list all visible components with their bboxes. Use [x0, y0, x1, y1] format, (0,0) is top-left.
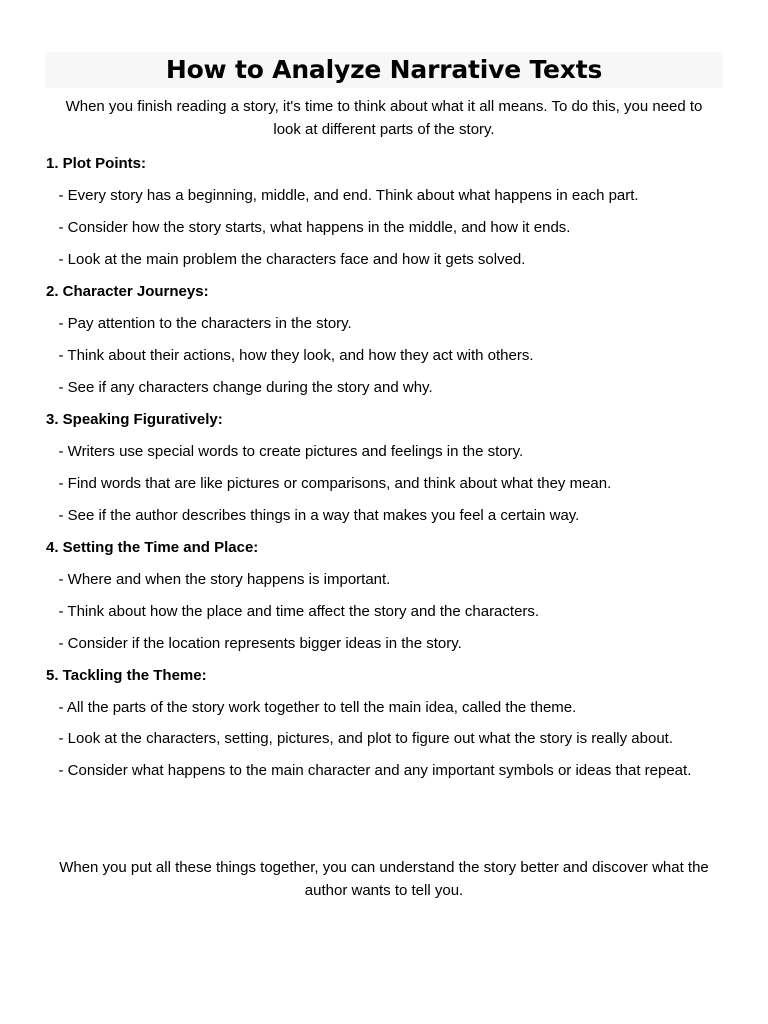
- bullet-item: [46, 564, 722, 596]
- bullet-item: [46, 436, 722, 468]
- bullet-text: [46, 313, 352, 335]
- section-heading-theme: 5. Tackling the Theme:: [46, 667, 207, 684]
- bullet-item: [46, 468, 722, 500]
- section-heading-setting: 4. Setting the Time and Place:: [46, 539, 259, 556]
- section-heading-speaking-figuratively: 3. Speaking Figuratively:: [46, 411, 223, 428]
- bullet-text: [46, 473, 611, 495]
- bullet-text-content: - See if the author describes things in a way that makes you feel a certain way.: [58, 507, 580, 524]
- bullet-text-content: - Every story has a beginning, middle, and end. Think about what happens in each part.: [58, 187, 639, 204]
- bullet-text: [46, 185, 639, 207]
- bullet-item: [46, 500, 722, 532]
- bullet-text: [46, 377, 433, 399]
- bullet-text-content: - See if any characters change during the story and why.: [58, 379, 433, 396]
- bullet-text: [46, 345, 534, 367]
- bullet-item: [46, 628, 722, 660]
- bullet-text: [46, 217, 570, 239]
- section-heading-character-journeys: 2. Character Journeys:: [46, 283, 209, 300]
- bullet-item: [46, 308, 722, 340]
- bullet-item: [46, 756, 722, 788]
- bullet-text: [46, 633, 462, 655]
- bullet-text-content: - Pay attention to the characters in the story.: [58, 315, 352, 332]
- bullet-text: [46, 505, 579, 527]
- bullet-item: [46, 244, 722, 276]
- bullet-text: [46, 697, 576, 719]
- section-heading-plot-points: 1. Plot Points:: [46, 155, 147, 172]
- bullet-text-content: - Look at the characters, setting, pictures, and plot to figure out what the story is really about.: [58, 730, 674, 747]
- bullet-item: [46, 372, 722, 404]
- sections-list: [46, 148, 722, 788]
- bullet-item: [46, 180, 722, 212]
- bullet-text-content: - Consider how the story starts, what happens in the middle, and how it ends.: [58, 219, 571, 236]
- bullet-text: [46, 762, 691, 779]
- bullet-text: [46, 441, 523, 463]
- bullet-text-content: - Find words that are like pictures or comparisons, and think about what they mean.: [58, 475, 612, 492]
- bullet-text-content: - All the parts of the story work together to tell the main idea, called the theme.: [58, 699, 577, 716]
- bullet-item: [46, 692, 722, 724]
- bullet-text: [46, 601, 539, 623]
- bullet-text: [46, 249, 525, 271]
- bullet-item: [46, 212, 722, 244]
- bullet-item: [46, 596, 722, 628]
- bullet-text-content: - Consider if the location represents bigger ideas in the story.: [58, 635, 462, 652]
- intro-paragraph: When you finish reading a story, it's time to think about what it all means. To do this, you need to look at different parts of the story.: [65, 98, 703, 138]
- conclusion-paragraph: When you put all these things together, you can understand the story better and discover what the author wants to tell you.: [59, 859, 709, 899]
- bullet-text-content: - Writers use special words to create pictures and feelings in the story.: [58, 443, 524, 460]
- bullet-text-content: - Look at the main problem the characters face and how it gets solved.: [58, 251, 526, 268]
- bullet-text-content: - Think about their actions, how they look, and how they act with others.: [58, 347, 534, 364]
- bullet-item: [46, 340, 722, 372]
- bullet-text-content: - Consider what happens to the main character and any important symbols or ideas that repeat.: [58, 762, 692, 779]
- bullet-text: [46, 569, 390, 591]
- bullet-text: [46, 730, 673, 747]
- bullet-item: [46, 724, 722, 756]
- bullet-text-content: - Where and when the story happens is important.: [58, 571, 391, 588]
- bullet-text-content: - Think about how the place and time affect the story and the characters.: [58, 603, 540, 620]
- page-title: How to Analyze Narrative Texts: [165, 55, 603, 84]
